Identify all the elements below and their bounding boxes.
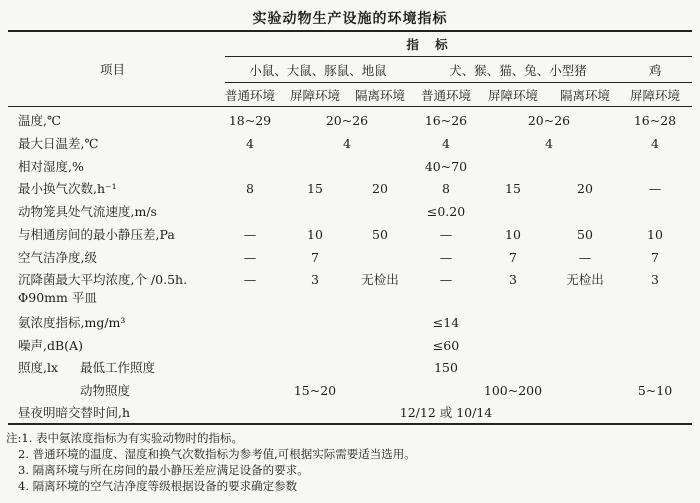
table-cell: 40~70 xyxy=(424,159,468,174)
table-cell: 20 xyxy=(577,181,593,196)
table-bottom-rule xyxy=(8,423,692,425)
table-top-rule xyxy=(8,30,692,32)
table-cell: ≤60 xyxy=(432,338,460,353)
footnote: 2. 普通环境的温度、湿度和换气次数指标为参考值,可根据实际需要适当选用。 xyxy=(18,447,416,461)
row-sublabel: 动物照度 xyxy=(80,383,131,398)
header-group-dogs: 犬、猴、猫、兔、小型猪 xyxy=(449,63,587,78)
table-cell: — xyxy=(243,250,257,265)
table-cell: 20~26 xyxy=(325,113,369,128)
table-title: 实验动物生产设施的环境指标 xyxy=(252,11,448,27)
table-cell: 10 xyxy=(307,227,323,242)
sub-header: 隔离环境 xyxy=(559,88,611,103)
header-group-chicken: 鸡 xyxy=(648,63,662,78)
footnote: 4. 隔离环境的空气洁净度等级根据设备的要求确定参数 xyxy=(18,479,298,493)
table-cell: 7 xyxy=(651,250,659,265)
row-label-continued: Φ90mm 平皿 xyxy=(18,290,97,305)
sub-header: 屏障环境 xyxy=(487,88,539,103)
table-cell: 10 xyxy=(505,227,521,242)
header-indicator: 指 标 xyxy=(406,37,454,52)
row-label: 相对湿度,% xyxy=(18,159,84,174)
table-cell: 4 xyxy=(246,136,254,151)
table-cell: 10 xyxy=(647,227,663,242)
table-cell: 无检出 xyxy=(566,272,604,287)
row-label: 与相通房间的最小静压差,Pa xyxy=(18,227,175,242)
table-cell: — xyxy=(439,272,453,287)
table-cell: 7 xyxy=(311,250,319,265)
sub-header: 隔离环境 xyxy=(354,88,406,103)
table-cell: 100~200 xyxy=(483,383,543,398)
row-label: 昼夜明暗交替时间,h xyxy=(18,405,131,420)
table-cell: 12/12 或 10/14 xyxy=(399,405,493,420)
table-cell: — xyxy=(439,227,453,242)
table-cell: 20 xyxy=(372,181,388,196)
table-cell: 4 xyxy=(545,136,553,151)
table-cell: 50 xyxy=(577,227,593,242)
footnote: 3. 隔离环境与所在房间的最小静压差应满足设备的要求。 xyxy=(18,463,309,477)
table-cell: 4 xyxy=(442,136,450,151)
table-cell: 5~10 xyxy=(637,383,673,398)
table-cell: 15 xyxy=(505,181,521,196)
table-cell: 16~28 xyxy=(633,113,677,128)
table-cell: — xyxy=(648,181,662,196)
table-cell: 无检出 xyxy=(361,272,399,287)
table-cell: 20~26 xyxy=(527,113,571,128)
sub-header: 普通环境 xyxy=(420,88,472,103)
row-label: 最小换气次数,h⁻¹ xyxy=(18,181,117,196)
sub-header: 屏障环境 xyxy=(289,88,341,103)
table-cell: 18~29 xyxy=(228,113,272,128)
row-sublabel: 最低工作照度 xyxy=(80,360,156,375)
row-label: 空气洁净度,级 xyxy=(18,250,97,265)
sub-header: 屏障环境 xyxy=(629,88,681,103)
table-cell: — xyxy=(243,227,257,242)
table-cell: 3 xyxy=(651,272,659,287)
footnote: 注:1. 表中氨浓度指标为有实验动物时的指标。 xyxy=(6,431,243,445)
row-label: 沉降菌最大平均浓度,个 /0.5h. xyxy=(18,272,188,287)
table-cell: 15 xyxy=(307,181,323,196)
table-cell: 4 xyxy=(343,136,351,151)
header-rule-2 xyxy=(225,82,692,83)
table-cell: 8 xyxy=(246,181,254,196)
header-item: 项目 xyxy=(100,62,126,77)
row-label: 温度,℃ xyxy=(18,113,61,128)
table-cell: ≤0.20 xyxy=(426,204,466,219)
table-cell: 4 xyxy=(651,136,659,151)
table-cell: 3 xyxy=(311,272,319,287)
table-cell: 15~20 xyxy=(293,383,337,398)
table-cell: — xyxy=(578,250,592,265)
row-label: 最大日温差,℃ xyxy=(18,136,99,151)
table-cell: — xyxy=(243,272,257,287)
table-cell: 16~26 xyxy=(424,113,468,128)
table-cell: 8 xyxy=(442,181,450,196)
header-group-mice: 小鼠、大鼠、豚鼠、地鼠 xyxy=(249,63,387,78)
table-cell: 50 xyxy=(372,227,388,242)
row-label: 噪声,dB(A) xyxy=(18,338,83,353)
row-label: 照度,lx xyxy=(18,360,59,375)
table-cell: ≤14 xyxy=(432,315,460,330)
row-label: 动物笼具处气流速度,m/s xyxy=(18,204,157,219)
header-rule-1 xyxy=(225,56,692,57)
row-label: 氨浓度指标,mg/m³ xyxy=(18,315,126,330)
table-cell: 7 xyxy=(509,250,517,265)
table-cell: 3 xyxy=(509,272,517,287)
table-cell: 150 xyxy=(434,360,458,375)
sub-header: 普通环境 xyxy=(224,88,276,103)
table-cell: — xyxy=(439,250,453,265)
header-bottom-rule xyxy=(8,106,692,107)
